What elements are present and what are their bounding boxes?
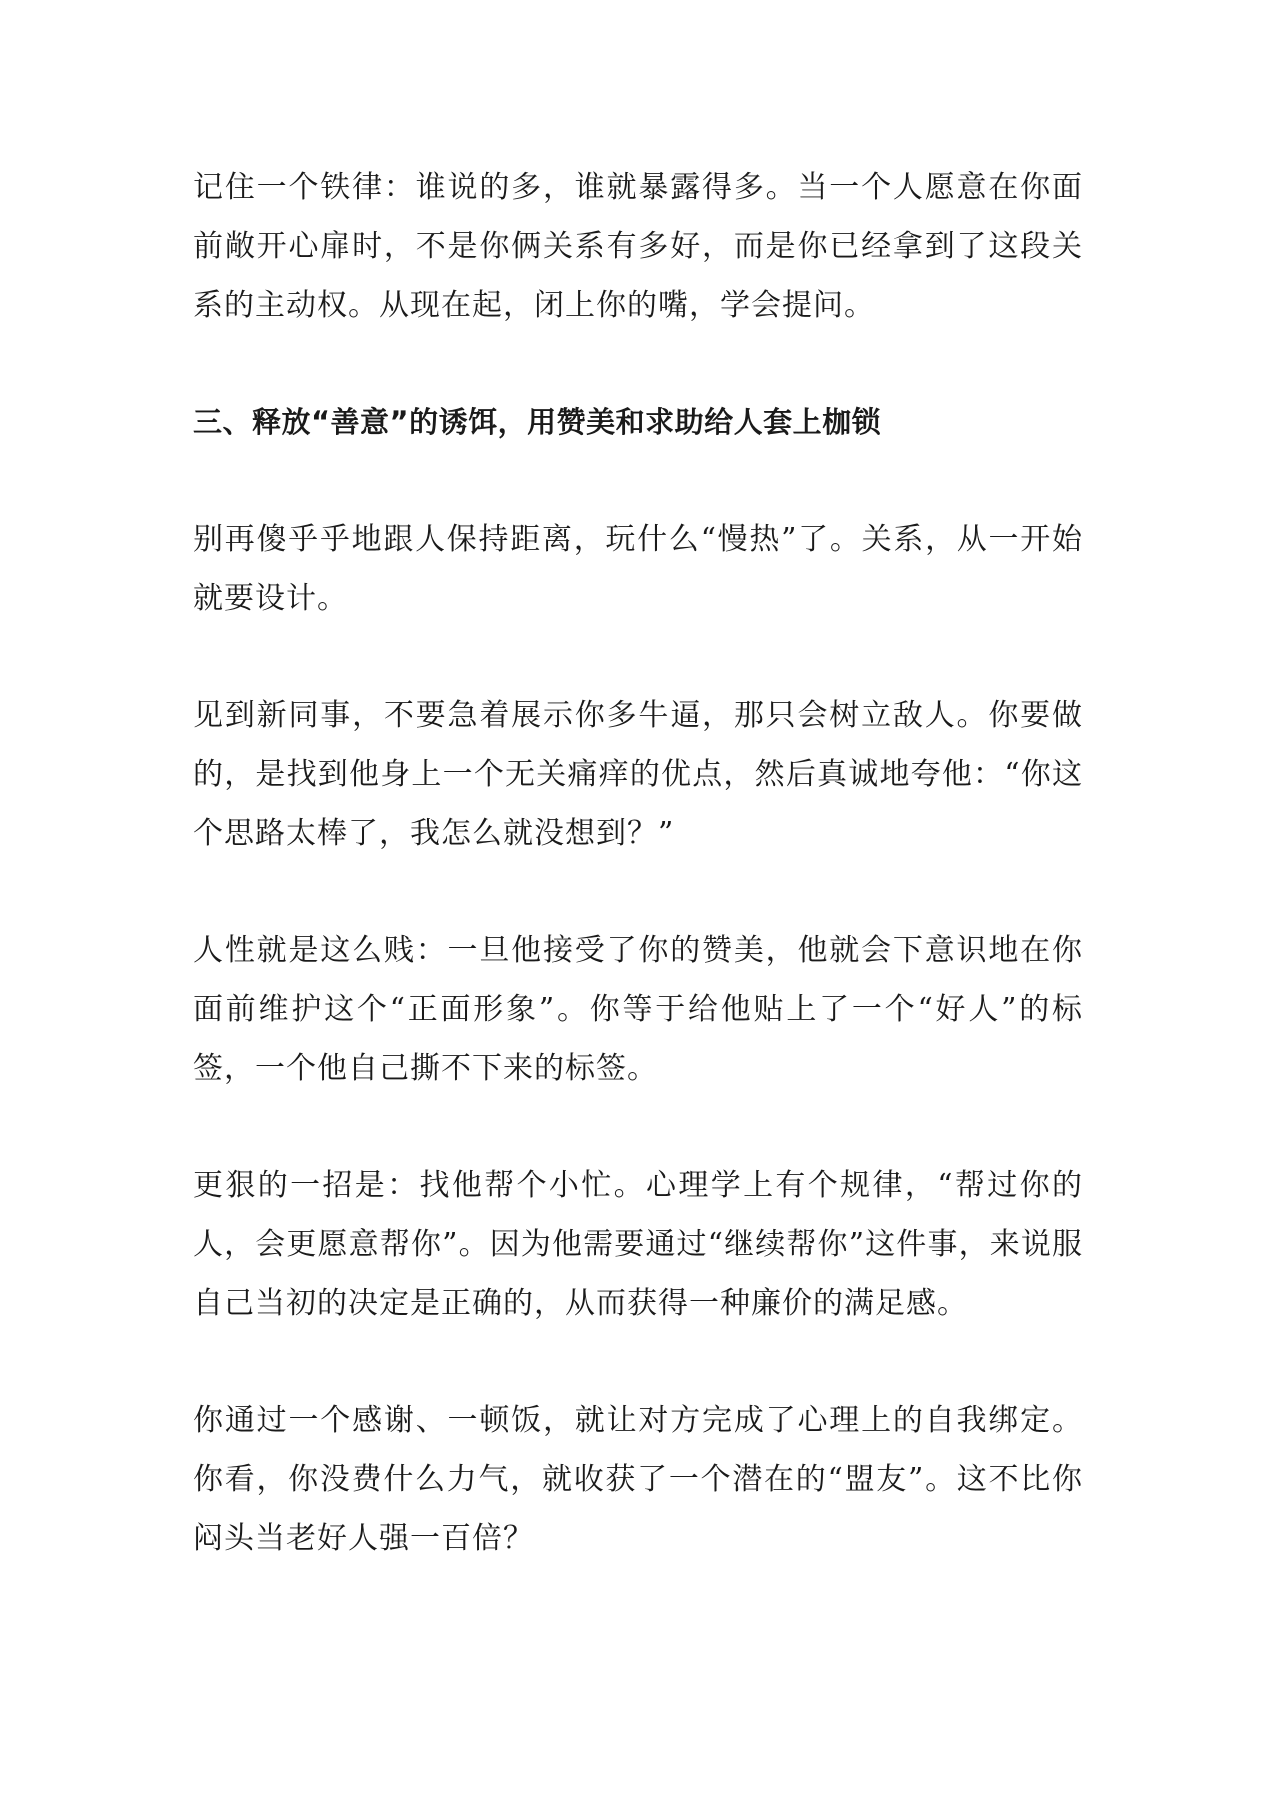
body-paragraph: 更狠的一招是：找他帮个小忙。心理学上有个规律，“帮过你的人，会更愿意帮你”。因为他需要通过“继续帮你”这件事，来说服自己当初的决定是正确的，从而获得一种廉价的满足感。	[193, 1168, 1083, 1321]
body-paragraph: 见到新同事，不要急着展示你多牛逼，那只会树立敌人。你要做的，是找到他身上一个无关痛痒的优点，然后真诚地夸他：“你这个思路太棒了，我怎么就没想到？”	[193, 698, 1083, 851]
body-paragraph: 记住一个铁律：谁说的多，谁就暴露得多。当一个人愿意在你面前敞开心扉时，不是你俩关系有多好，而是你已经拿到了这段关系的主动权。从现在起，闭上你的嘴，学会提问。	[193, 170, 1083, 323]
body-paragraph: 别再傻乎乎地跟人保持距离，玩什么“慢热”了。关系，从一开始就要设计。	[193, 522, 1083, 616]
body-paragraph: 你通过一个感谢、一顿饭，就让对方完成了心理上的自我绑定。你看，你没费什么力气，就收获了一个潜在的“盟友”。这不比你闷头当老好人强一百倍？	[193, 1403, 1083, 1556]
body-paragraph: 人性就是这么贱：一旦他接受了你的赞美，他就会下意识地在你面前维护这个“正面形象”。你等于给他贴上了一个“好人”的标签，一个他自己撕不下来的标签。	[193, 933, 1083, 1086]
section-heading: 三、释放“善意”的诱饵，用赞美和求助给人套上枷锁	[193, 405, 882, 439]
document-body	[193, 158, 1083, 1626]
